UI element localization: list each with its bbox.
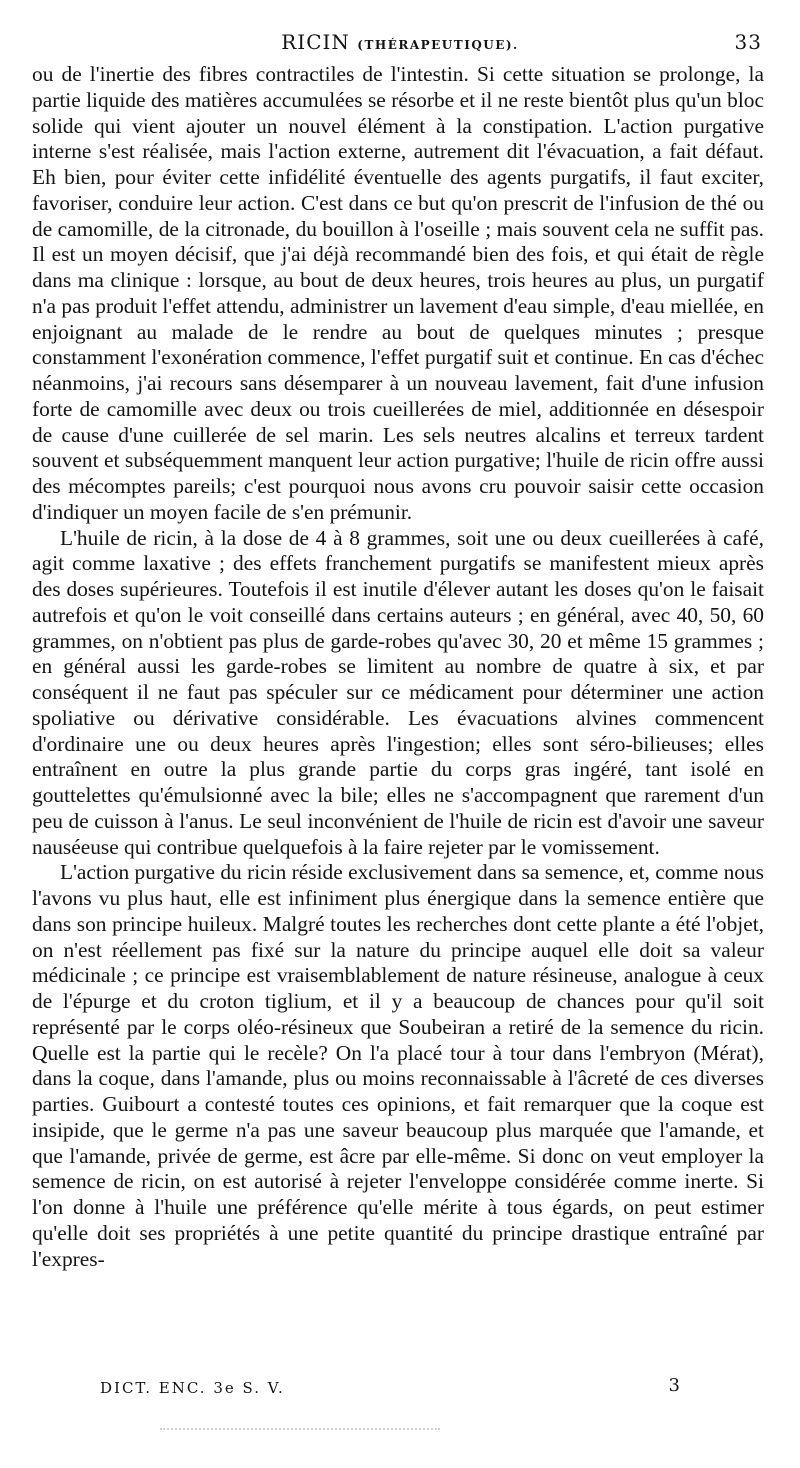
body-text xyxy=(32,62,764,1272)
paragraph-2: L'huile de ricin, à la dose de 4 à 8 grammes, soit une ou deux cueillerées à café, agit comme laxative ; des effets franchement purgatifs se manifestent mieux après des doses supérieures. Toutefois il est inutile d'élever autant les doses qu'on le faisait autrefois et qu'on le voit conseillé dans certains auteurs ; en général, avec 40, 50, 60 grammes, on n'obtient pas plus de garde-robes qu'avec 30, 20 et même 15 grammes ; en général aussi les garde-robes se limitent au nombre de quatre à six, et par conséquent il ne faut pas spéculer sur ce médicament pour déterminer une action spoliative ou dérivative considérable. Les évacuations alvines commencent d'ordinaire une ou deux heures après l'ingestion; elles sont séro-bilieuses; elles entraînent en outre la plus grande partie du corps gras ingéré, tant isolé en gouttelettes qu'émulsionné avec la bile; elles ne s'accompagnent que rarement d'un peu de cuisson à l'anus. Le seul inconvénient de l'huile de ricin est d'avoir une saveur nauséeuse qui contribue quelquefois à la faire rejeter par le vomissement. xyxy=(32,525,764,859)
page-number: 33 xyxy=(734,30,762,54)
printer-signature: DICT. ENC. 3e S. V. xyxy=(100,1379,285,1397)
running-title-sub: (THÉRAPEUTIQUE). xyxy=(357,38,519,52)
running-title-main: RICIN xyxy=(281,30,350,54)
bleed-through-specks xyxy=(160,1428,440,1436)
paragraph-3: L'action purgative du ricin réside exclusivement dans sa semence, et, comme nous l'avons vu plus haut, elle est infiniment plus énergique dans la semence entière que dans son principe huileux. Malgré toutes les recherches dont cette plante a été l'objet, on n'est réellement pas fixé sur la nature du principe auquel elle doit sa valeur médicinale ; ce principe est vraisemblablement de nature résineuse, analogue à ceux de l'épurge et du croton tiglium, et il y a beaucoup de chances pour qu'il soit représenté par le corps oléo-résineux que Soubeiran a retiré de la semence du ricin. Quelle est la partie qui le recèle? On l'a placé tour à tour dans l'embryon (Mérat), dans la coque, dans l'amande, plus ou moins reconnaissable à l'âcreté de ces diverses parties. Guibourt a contesté toutes ces opinions, et fait remarquer que la coque est insipide, que le germe n'a pas une saveur beaucoup plus marquée que l'amande, et que l'amande, privée de germe, est âcre par elle-même. Si donc on veut employer la semence de ricin, on est autorisé à rejeter l'enveloppe considérée comme inerte. Si l'on donne à l'huile une préférence qu'elle mérite à tous égards, on peut estimer qu'elle doit ses propriétés à une petite quantité du principe drastique entraîné par l'expres- xyxy=(32,860,764,1271)
page-footer xyxy=(100,1375,700,1401)
running-head xyxy=(30,30,770,58)
sheet-number: 3 xyxy=(668,1375,682,1396)
paragraph-1: ou de l'inertie des fibres contractiles de l'intestin. Si cette situation se prolonge, la partie liquide des matières accumulées se résorbe et il ne reste bientôt plus qu'un bloc solide qui vient ajouter un nouvel élément à la constipation. L'action purgative interne s'est réalisée, mais l'action externe, autrement dit l'évacuation, a fait défaut. Eh bien, pour éviter cette infidélité éventuelle des agents purgatifs, il faut exciter, favoriser, conduire leur action. C'est dans ce but qu'on prescrit de l'infusion de thé ou de camomille, de la citronade, du bouillon à l'oseille ; mais souvent cela ne suffit pas. Il est un moyen décisif, que j'ai déjà recommandé bien des fois, et qui était de règle dans ma clinique : lorsque, au bout de deux heures, trois heures au plus, un purgatif n'a pas produit l'effet attendu, administrer un lavement d'eau simple, d'eau miellée, en enjoignant au malade de le rendre au bout de quelques minutes ; presque constamment l'exonération commence, l'effet purgatif suit et continue. En cas d'échec néanmoins, j'ai recours sans désemparer à un nouveau lavement, fait d'une infusion forte de camomille avec deux ou trois cueillerées de miel, additionnée en désespoir de cause d'une cuillerée de sel marin. Les sels neutres alcalins et terreux tardent souvent et subséquemment manquent leur action purgative; l'huile de ricin offre aussi des mécomptes pareils; c'est pourquoi nous avons cru pouvoir saisir cette occasion d'indiquer un moyen facile de s'en prémunir. xyxy=(32,62,764,524)
running-title xyxy=(30,30,770,54)
